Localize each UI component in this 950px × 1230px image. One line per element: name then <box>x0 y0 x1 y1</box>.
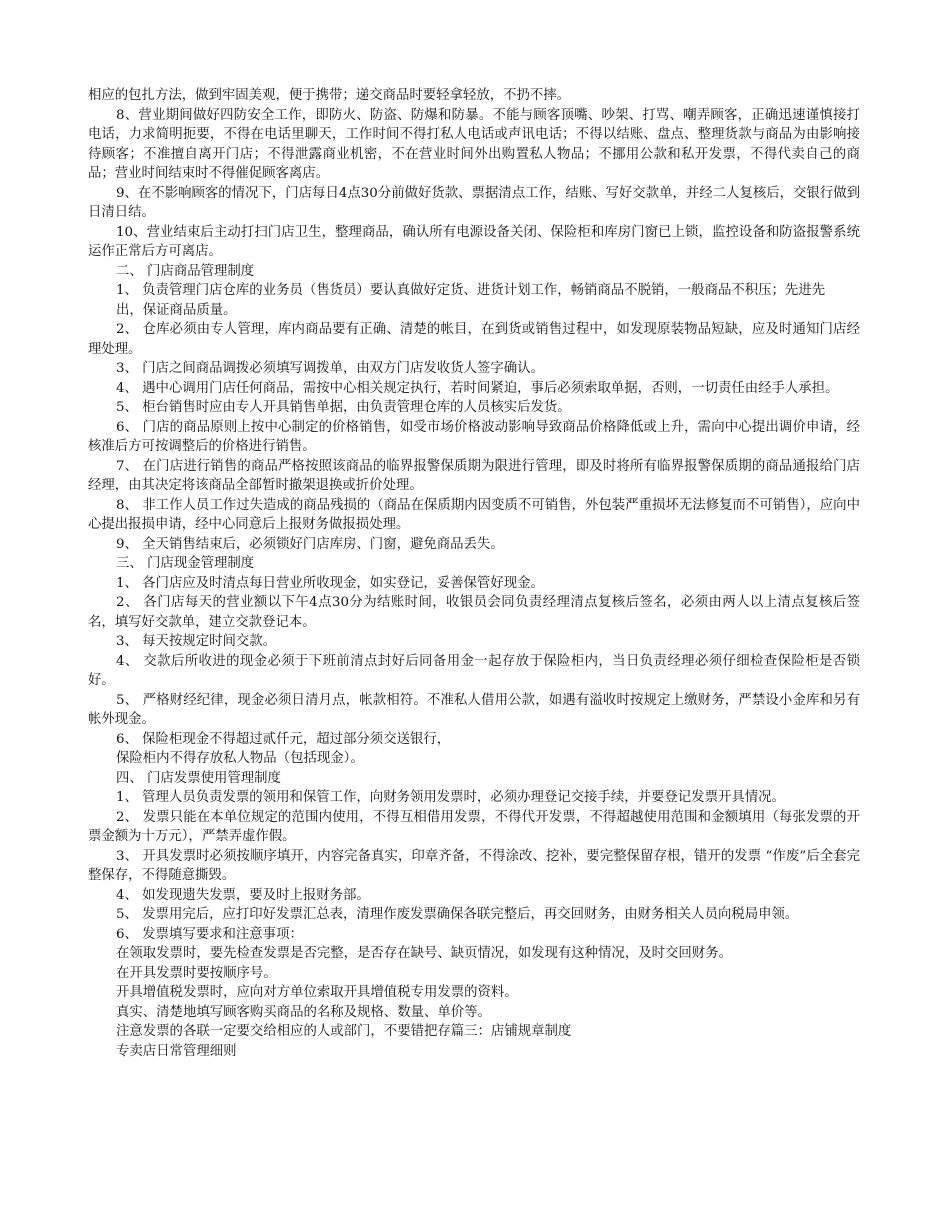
paragraph-29: 5、 发票用完后，应打印好发票汇总表，清理作废发票确保各联完整后，再交回财务，由财务相关人员向税局申领。 <box>116 907 799 922</box>
paragraph-10: 4、 遇中心调用门店任何商品，需按中心相关规定执行，若时间紧迫，事后必须索取单据，否则，一切责任由经手人承担。 <box>116 380 839 396</box>
paragraph-8: 2、 仓库必须由专人管理，库内商品要有正确、清楚的帐目，在到货或销售过程中，如发现原装物品短缺，应及时通知门店经理处理。 <box>88 322 860 357</box>
paragraph-17: 1、 各门店应及时清点每日营业所收现金，如实登记，妥善保管好现金。 <box>116 575 544 591</box>
paragraph-22: 6、 保险柜现金不得超过贰仟元，超过部分须交送银行， <box>116 731 451 747</box>
paragraph-27: 3、 开具发票时必须按顺序填开，内容完备真实，印章齐备，不得涂改、挖补，要完整保留存根，错开的发票 “作废”后全套完整保存，不得随意撕毁。 <box>88 848 860 883</box>
paragraph-35: 注意发票的各联一定要交给相应的人或部门，不要错把存篇三：店铺规章制度 <box>116 1024 572 1039</box>
section-heading-2: 二、 门店商品管理制度 <box>116 263 255 279</box>
paragraph-30: 6、 发票填写要求和注意事项： <box>116 926 303 942</box>
paragraph-12: 6、 门店的商品原则上按中心制定的价格销售，如受市场价格波动影响导致商品价格降低或上升，需向中心提出调价申请，经核准后方可按调整后的价格进行销售。 <box>88 419 860 454</box>
paragraph-15: 9、 全天销售结束后，必须锁好门店库房、门窗，避免商品丢失。 <box>116 536 504 552</box>
paragraph-11: 5、 柜台销售时应由专人开具销售单据，由负责管理仓库的人员核实后发货。 <box>116 400 571 415</box>
paragraph-23: 保险柜内不得存放私人物品（包括现金）。 <box>116 751 364 766</box>
paragraph-2: 8、营业期间做好四防安全工作，即防火、防盗、防爆和防暴。不能与顾客顶嘴、吵架、打骂、嘲弄顾客，正确迅速谨慎接打电话，力求简明扼要，不得在电话里聊天，工作时间不得打私人电话或声讯电话；不得以结账、盘点、整理货款与商品为由影响接待顾客；不准擅自离开门店；不得泄露商业机密，不在营业时间外出购置私人物品；不挪用公款和私开发票，不得代卖自己的商品；营业时间结束时不得催促顾客离店。 <box>88 107 860 181</box>
paragraph-21: 5、 严格财经纪律，现金必须日清月点，帐款相符。不准私人借用公款，如遇有溢收时按规定上缴财务，严禁设小金库和另有帐外现金。 <box>88 692 860 727</box>
section-heading-4: 四、 门店发票使用管理制度 <box>116 770 281 786</box>
paragraph-1: 相应的包扎方法，做到牢固美观，便于携带；递交商品时要轻拿轻放，不扔不摔。 <box>88 88 571 103</box>
paragraph-13: 7、 在门店进行销售的商品严格按照该商品的临界报警保质期为限进行管理，即及时将所有临界报警保质期的商品通报给门店经理，由其决定将该商品全部暂时撤架退换或折价处理。 <box>88 458 860 493</box>
paragraph-36: 专卖店日常管理细则 <box>116 1043 237 1059</box>
paragraph-9: 3、 门店之间商品调拨必须填写调拨单，由双方门店发收货人签字确认。 <box>116 361 544 376</box>
paragraph-6: 1、 负责管理门店仓库的业务员（售货员）要认真做好定货、进货计划工作，畅销商品不脱销，一般商品不积压；先进先 <box>116 283 826 298</box>
paragraph-33: 开具增值税发票时，应向对方单位索取开具增值税专用发票的资料。 <box>116 985 518 1000</box>
paragraph-25: 1、 管理人员负责发票的领用和保管工作，向财务领用发票时，必须办理登记交接手续，并要登记发票开具情况。 <box>116 790 785 805</box>
paragraph-32: 在开具发票时要按顺序号。 <box>116 965 277 981</box>
paragraph-18: 2、 各门店每天的营业额以下午4点30分为结账时间，收银员会同负责经理清点复核后签名，必须由两人以上清点复核后签名，填写好交款单，建立交款登记本。 <box>88 595 860 630</box>
paragraph-19: 3、 每天按规定时间交款。 <box>116 634 277 649</box>
paragraph-4: 10、营业结束后主动打扫门店卫生，整理商品，确认所有电源设备关闭、保险柜和库房门窗已上锁，监控设备和防盗报警系统运作正常后方可离店。 <box>88 224 860 259</box>
document-body <box>88 86 860 1061</box>
paragraph-28: 4、 如发现遗失发票，要及时上报财务部。 <box>116 887 370 903</box>
paragraph-26: 2、 发票只能在本单位规定的范围内使用，不得互相借用发票，不得代开发票，不得超越使用范围和金额填用（每张发票的开票金额为十万元），严禁弄虚作假。 <box>88 809 860 844</box>
paragraph-31: 在领取发票时，要先检查发票是否完整，是否存在缺号、缺页情况，如发现有这种情况，及时交回财务。 <box>116 946 732 961</box>
paragraph-3: 9、在不影响顾客的情况下，门店每日4点30分前做好货款、票据清点工作，结账、写好交款单，并经二人复核后，交银行做到日清日结。 <box>88 185 860 220</box>
paragraph-20: 4、 交款后所收进的现金必须于下班前清点封好后同备用金一起存放于保险柜内，当日负责经理必须仔细检查保险柜是否锁好。 <box>88 653 860 688</box>
paragraph-7: 出，保证商品质量。 <box>116 302 237 318</box>
paragraph-14: 8、 非工作人员工作过失造成的商品残损的（商品在保质期内因变质不可销售，外包装严重损坏无法修复而不可销售），应向中心提出报损申请，经中心同意后上报财务做报损处理。 <box>88 497 860 532</box>
section-heading-3: 三、 门店现金管理制度 <box>116 556 255 571</box>
paragraph-34: 真实、清楚地填写顾客购买商品的名称及规格、数量、单价等。 <box>116 1004 491 1020</box>
